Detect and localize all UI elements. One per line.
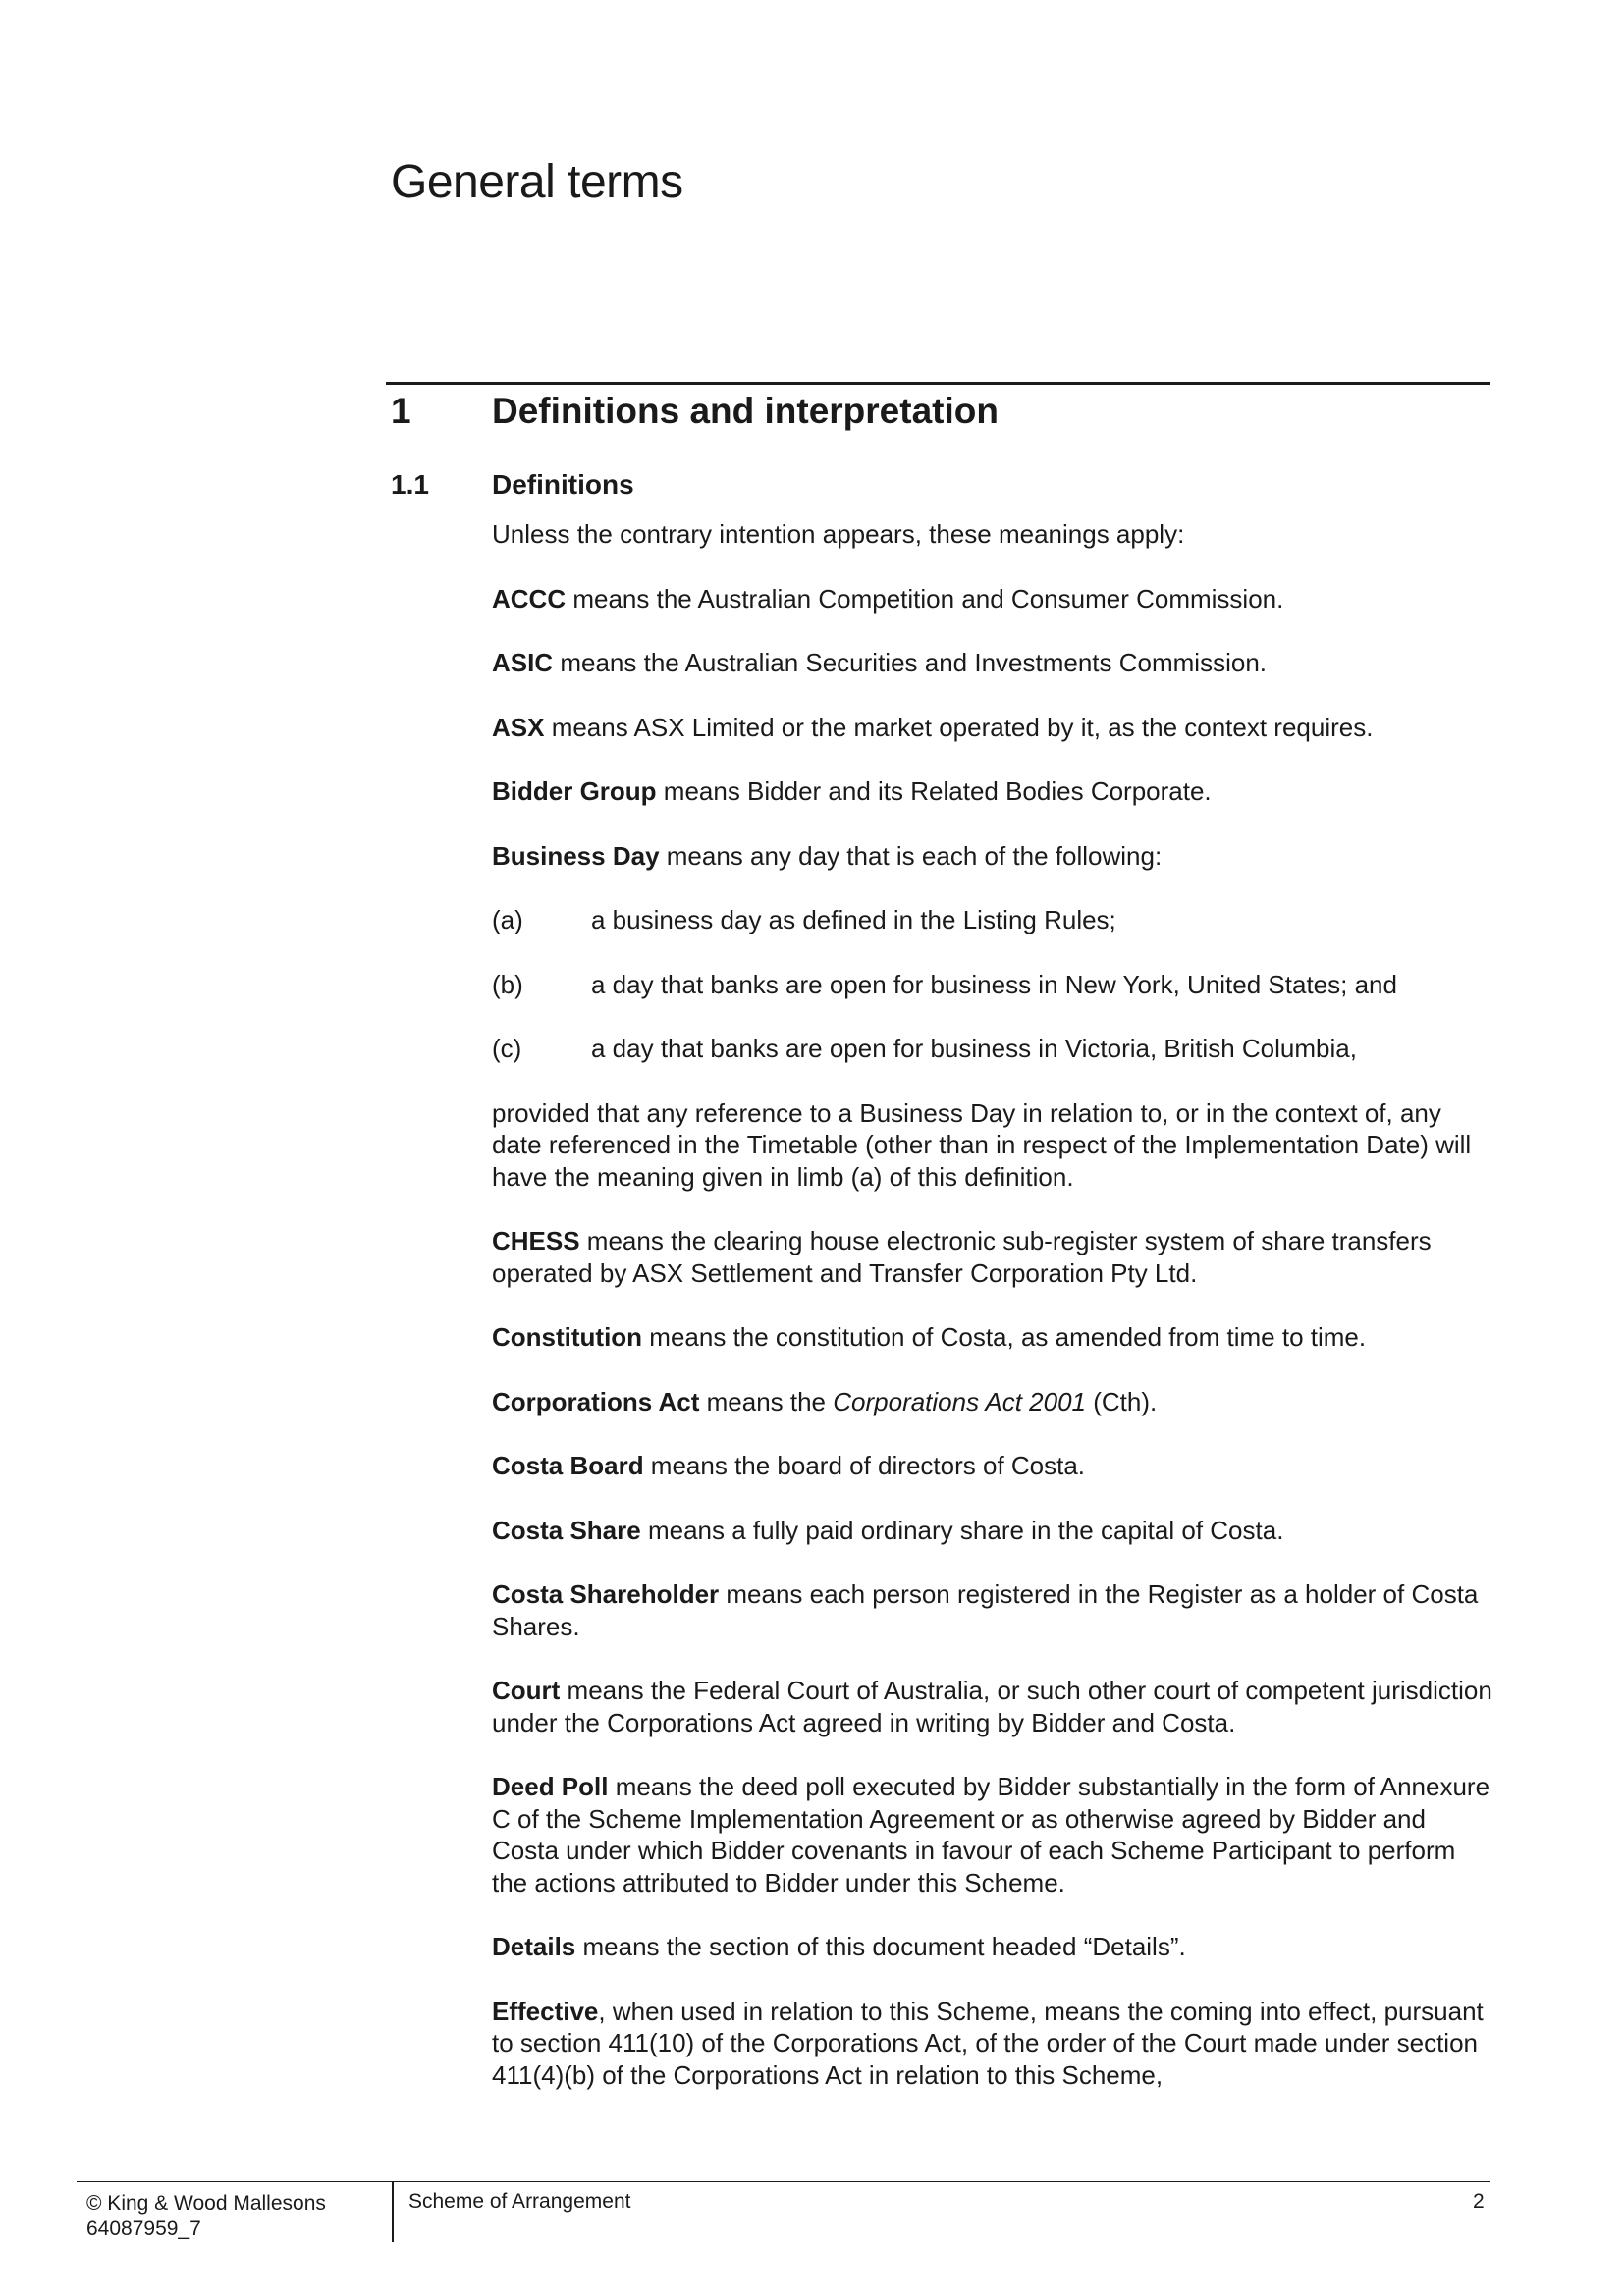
limb-b <box>492 969 1493 1001</box>
definition-costa-shareholder <box>492 1578 1493 1642</box>
definition-text: (Cth). <box>1086 1386 1158 1416</box>
defined-term: Corporations Act <box>492 1386 700 1416</box>
footer-firm <box>86 2191 326 2242</box>
limb-label: (a) <box>492 905 523 934</box>
section-divider <box>386 382 1490 385</box>
page-title: General terms <box>391 156 683 208</box>
definition-asic <box>492 647 1493 679</box>
limb-a <box>492 904 1493 936</box>
definition-costa-share <box>492 1515 1493 1547</box>
defined-term: Constitution <box>492 1322 643 1352</box>
definition-details <box>492 1931 1493 1963</box>
footer-rule <box>77 2181 1490 2182</box>
definition-text: , when used in relation to this Scheme, means the coming into effect, pursuant to section 411(10) of the Corporations Act, of the order of the Court made under section 411(4)(b) of the Corporations Act in relation to this Scheme, <box>492 1996 1484 2090</box>
definition-court <box>492 1675 1493 1738</box>
footer-copyright: © King & Wood Mallesons <box>86 2192 326 2215</box>
footer-page-number: 2 <box>1473 2190 1485 2213</box>
defined-term: Costa Shareholder <box>492 1579 720 1609</box>
definition-text: means the board of directors of Costa. <box>643 1451 1086 1480</box>
section-title: Definitions and interpretation <box>492 391 999 431</box>
footer-doc-id: 64087959_7 <box>86 2217 201 2240</box>
definition-text: means any day that is each of the following: <box>659 840 1163 871</box>
definition-text: means a fully paid ordinary share in the capital of Costa. <box>640 1515 1284 1545</box>
limb-label: (b) <box>492 969 523 999</box>
limb-text: a business day as defined in the Listing Rules; <box>591 905 1116 934</box>
defined-term: CHESS <box>492 1226 580 1255</box>
definition-text: means the <box>699 1386 834 1416</box>
defined-term: Details <box>492 1932 576 1961</box>
limb-text: a day that banks are open for business in Victoria, British Columbia, <box>591 1034 1357 1063</box>
defined-term: ASIC <box>492 648 554 677</box>
definition-corporations-act <box>492 1386 1493 1418</box>
definition-effective <box>492 1996 1493 2092</box>
defined-term: Effective <box>492 1996 599 2026</box>
defined-term: Business Day <box>492 840 660 871</box>
section-number: 1 <box>391 391 411 431</box>
definition-asx <box>492 712 1493 744</box>
footer-divider <box>392 2181 394 2242</box>
definition-text: means the section of this document headed “Details”. <box>575 1932 1186 1961</box>
defined-term: Costa Share <box>492 1515 641 1545</box>
defined-term: ASX <box>492 712 545 742</box>
definition-text: means ASX Limited or the market operated by it, as the context requires. <box>544 712 1374 742</box>
subsection-title: Definitions <box>492 469 634 500</box>
subsection-number: 1.1 <box>391 469 429 500</box>
defined-term: ACCC <box>492 583 567 614</box>
defined-term: Court <box>492 1676 561 1705</box>
definitions-body <box>492 518 1493 2123</box>
defined-term: Bidder Group <box>492 776 657 806</box>
footer-doc-title: Scheme of Arrangement <box>408 2190 631 2213</box>
definition-text: means the clearing house electronic sub-register system of share transfers operated by ASX Settlement and Transfer Corporation Pty Ltd. <box>492 1226 1432 1288</box>
definition-constitution <box>492 1321 1493 1354</box>
limb-label: (c) <box>492 1034 522 1063</box>
act-title: Corporations Act 2001 <box>833 1386 1086 1416</box>
definition-deed-poll <box>492 1771 1493 1898</box>
definition-chess <box>492 1225 1493 1289</box>
business-day-proviso: provided that any reference to a Business Day in relation to, or in the context of, any date referenced in the Timetable (other than in respect of the Implementation Date) will have the meaning given in limb (a) of this definition. <box>492 1097 1472 1192</box>
definition-costa-board <box>492 1450 1493 1482</box>
definition-text: means the Australian Securities and Investments Commission. <box>553 648 1268 677</box>
definition-accc <box>492 583 1493 615</box>
definition-text: means Bidder and its Related Bodies Corporate. <box>656 776 1212 806</box>
definition-text: means the deed poll executed by Bidder substantially in the form of Annexure C of the Scheme Implementation Agreement or as otherwise agreed by Bidder and Costa under which Bidder covenants in favour of each Scheme Participant to perform the actions attributed to Bidder under this Scheme. <box>492 1772 1490 1897</box>
definition-text: means the Federal Court of Australia, or such other court of competent jurisdiction under the Corporations Act agreed in writing by Bidder and Costa. <box>492 1676 1492 1737</box>
defined-term: Costa Board <box>492 1451 644 1480</box>
definition-text: means each person registered in the Register as a holder of Costa Shares. <box>492 1579 1479 1641</box>
definition-bidder-group <box>492 775 1493 808</box>
definition-business-day <box>492 840 1493 873</box>
definition-text: means the constitution of Costa, as amended from time to time. <box>642 1322 1367 1352</box>
limb-text: a day that banks are open for business in New York, United States; and <box>591 969 1397 999</box>
definition-text: means the Australian Competition and Consumer Commission. <box>566 583 1284 614</box>
limb-c <box>492 1033 1493 1065</box>
defined-term: Deed Poll <box>492 1772 609 1801</box>
intro-text: Unless the contrary intention appears, these meanings apply: <box>492 519 1185 549</box>
